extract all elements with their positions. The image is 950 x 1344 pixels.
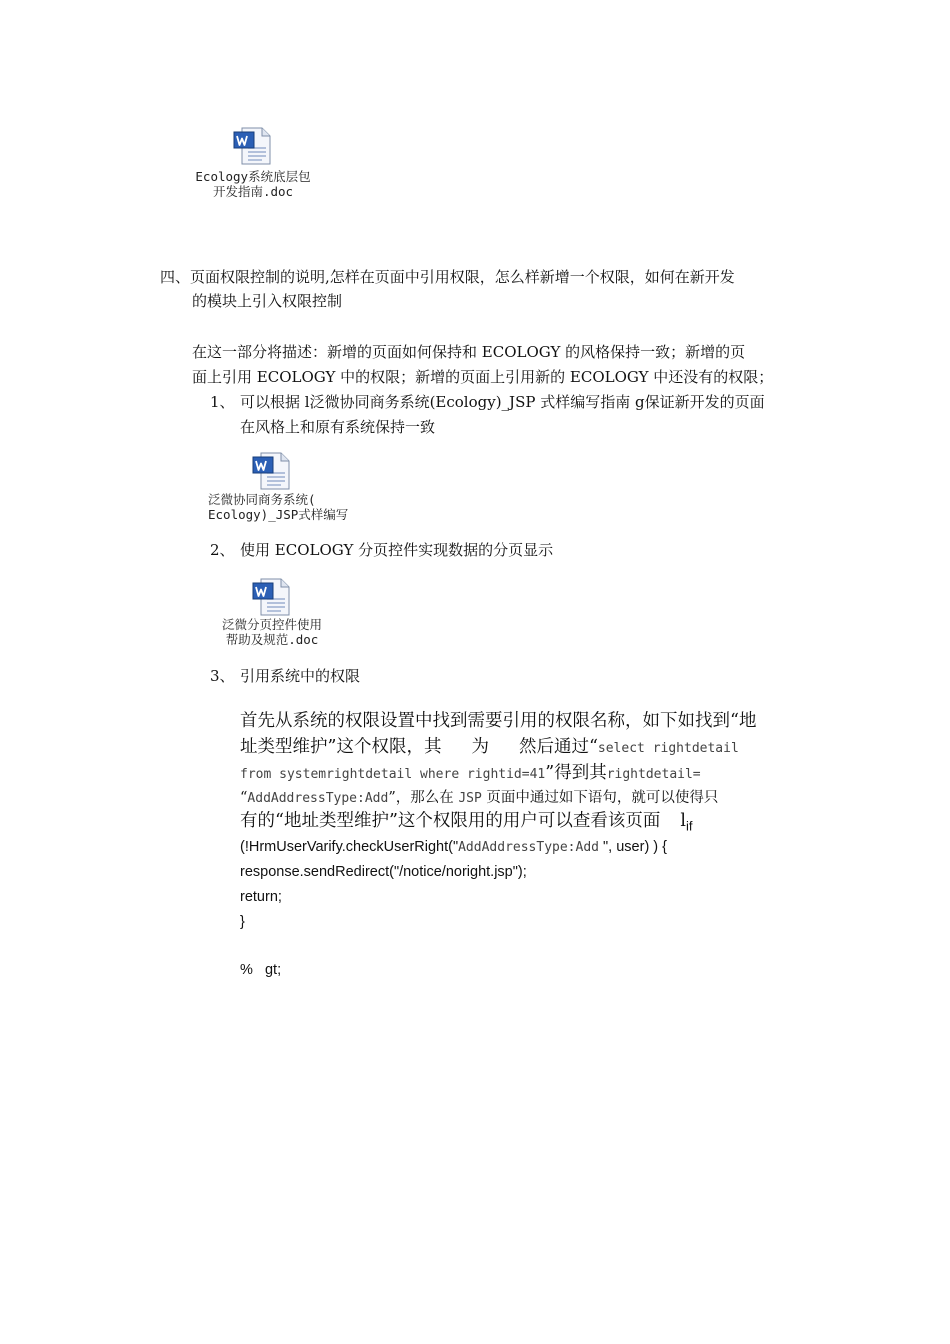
sql-snippet: select rightdetail: [597, 741, 739, 756]
code-snippet: rightdetail=: [606, 767, 701, 782]
code-line: return;: [240, 889, 282, 905]
attachment-caption: Ecology系统底层包 开发指南.doc: [195, 169, 311, 199]
code-line: (!HrmUserVarify.checkUserRight("AddAddressType:Add ", user) ) {: [240, 839, 667, 855]
code-block: [240, 835, 667, 935]
code-line: }: [240, 914, 245, 930]
code-line: response.sendRedirect("/notice/noright.jsp");: [240, 864, 527, 880]
detail-line: 有的“地址类型维护”这个权限用的用户可以查看该页面 $l_{if}$: [240, 811, 693, 834]
section-heading: 四、页面权限控制的说明,怎样在页面中引用权限，怎么样新增一个权限，如何在新开发 的模块上引入权限控制: [160, 268, 735, 310]
detail-line: 首先从系统的权限设置中找到需要引用的权限名称，如下如找到“地: [240, 711, 757, 731]
intro-paragraph: 在这一部分将描述：新增的页面如何保持和 ECOLOGY 的风格保持一致；新增的页 面上引用 ECOLOGY 中的权限；新增的页面上引用新的 ECOLOGY 中还没有的权限；: [192, 343, 774, 386]
word-doc-icon[interactable]: [251, 451, 291, 491]
code-snippet: JSP: [458, 791, 482, 806]
word-doc-icon[interactable]: [251, 577, 291, 617]
detail-line: from systemrightdetail where rightid=41”得到其rightdetail=: [240, 763, 701, 783]
sql-snippet: from systemrightdetail where rightid=41: [240, 767, 546, 782]
list-item-text: 可以根据 l泛微协同商务系统(Ecology)_JSP 式样编写指南 g保证新开发的页面 在风格上和原有系统保持一致: [240, 393, 765, 436]
list-item: 1、: [210, 393, 235, 411]
list-item: 3、: [210, 667, 235, 685]
code-line: % gt;: [240, 962, 282, 978]
attachment-caption: 泛微协同商务系统( Ecology)_JSP式样编写: [208, 492, 349, 522]
word-doc-icon[interactable]: [232, 126, 272, 166]
detail-line: “AddAddressType:Add”，那么在 JSP 页面中通过如下语句，就可以使得只: [240, 790, 719, 806]
list-item: 2、: [210, 541, 235, 559]
detail-line: 址类型维护”这个权限，其 为 然后通过“select rightdetail: [240, 737, 739, 757]
list-item-text: 使用 ECOLOGY 分页控件实现数据的分页显示: [240, 541, 554, 559]
attachment-caption: 泛微分页控件使用 帮助及规范.doc: [221, 617, 322, 647]
list-item-text: 引用系统中的权限: [240, 667, 361, 685]
code-snippet: AddAddressType:Add: [247, 791, 389, 806]
